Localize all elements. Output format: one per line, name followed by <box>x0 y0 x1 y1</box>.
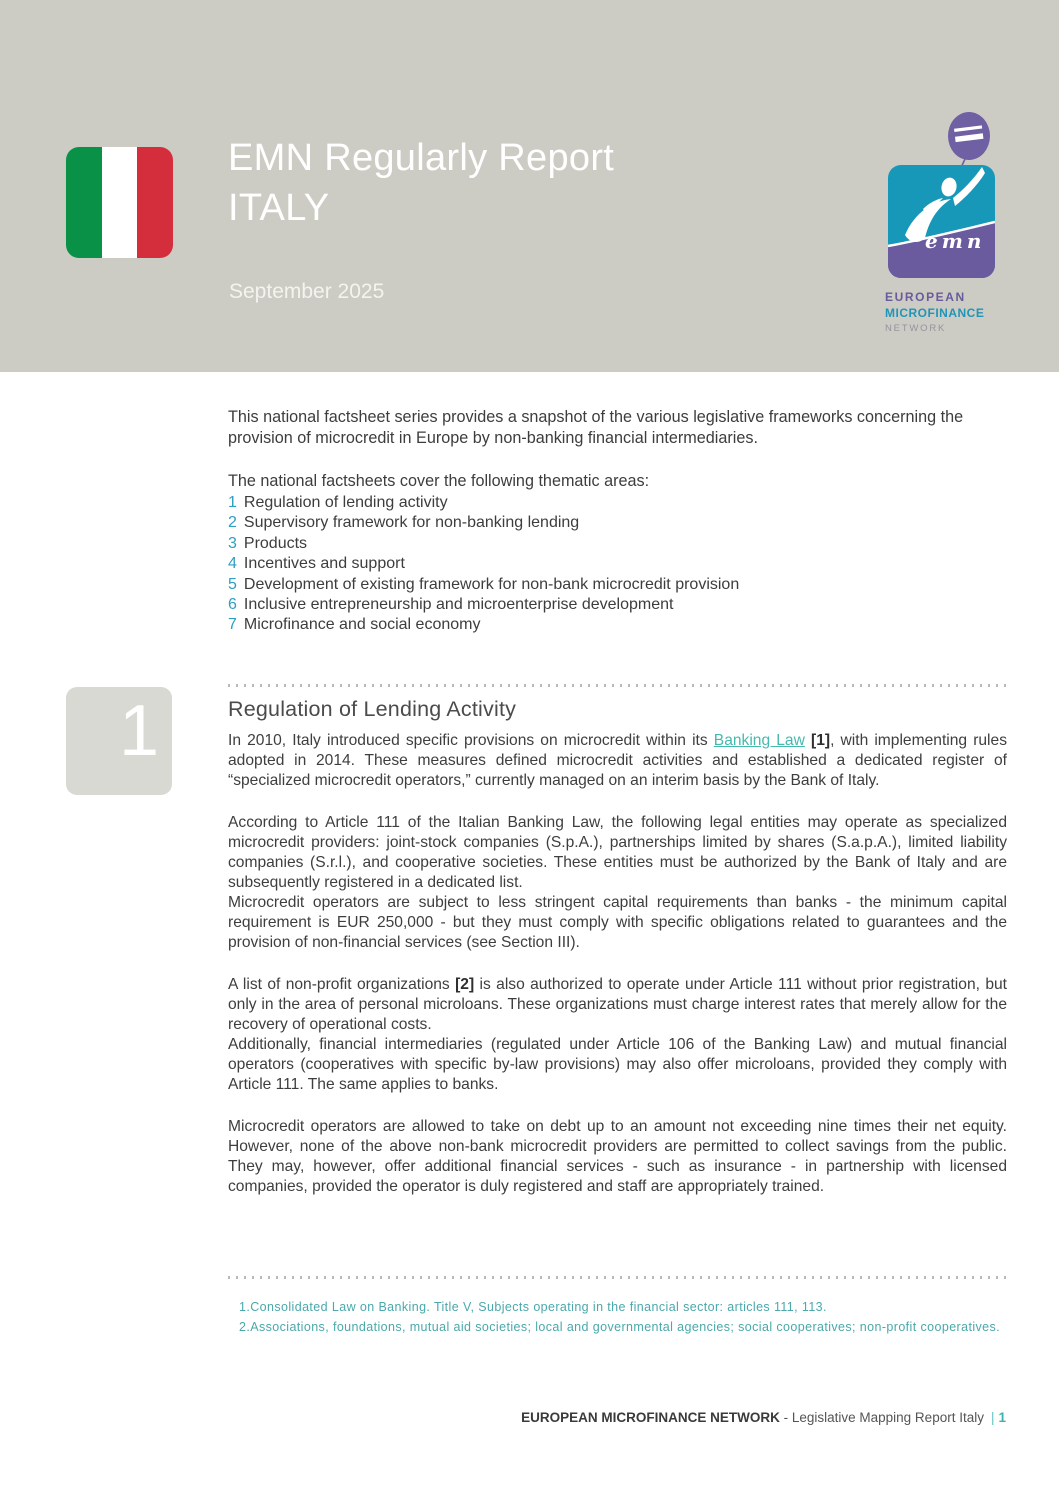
thematic-area-number: 6 <box>228 596 237 614</box>
intro-block <box>228 407 1007 636</box>
page-footer <box>228 1410 1006 1425</box>
report-title-line2: ITALY <box>228 187 330 229</box>
footer-page-number: 1 <box>998 1410 1006 1425</box>
section-body <box>228 731 1007 1197</box>
thematic-area-item <box>228 595 1007 615</box>
footer-separator: | <box>990 1410 995 1425</box>
logo-text-network: NETWORK <box>885 323 947 334</box>
thematic-area-number: 7 <box>228 616 237 634</box>
footer-report-name: - Legislative Mapping Report Italy <box>779 1410 984 1425</box>
thematic-area-label: Regulation of lending activity <box>243 494 448 511</box>
thematic-area-item <box>228 615 1007 635</box>
body-paragraph <box>228 893 1007 953</box>
text-segment: Microcredit operators are subject to less stringent capital requirements than banks - the minimum capital requirement is EUR 250,000 - but they must comply with specific obligations related to guarantees and the provision of non-financial services (see Section III). <box>228 894 1007 951</box>
body-paragraph <box>228 731 1007 791</box>
thematic-area-label: Microfinance and social economy <box>243 616 481 634</box>
thematic-area-number: 5 <box>228 575 237 593</box>
emn-logo <box>885 110 1005 334</box>
thematic-area-item <box>228 513 1007 533</box>
thematic-area-item <box>228 575 1007 595</box>
text-segment: Additionally, financial intermediaries (regulated under Article 106 of the Banking Law) and mutual financial operators (cooperatives with specific by-law provisions) may also offer microloans, provided they comply with Article 111. The same applies to banks. <box>228 1036 1007 1093</box>
thematic-areas-list <box>228 493 1007 636</box>
thematic-areas-intro: The national factsheets cover the following thematic areas: <box>228 472 650 490</box>
text-segment: , with implementing rules adopted in 2014. These measures defined microcredit activities and established a dedicated register of “specialized microcredit operators,” currently managed on an interim basis by the Bank of Italy. <box>228 732 1007 789</box>
thematic-area-label: Development of existing framework for non-bank microcredit provision <box>243 575 740 593</box>
thematic-area-label: Incentives and support <box>243 555 405 573</box>
report-date: September 2025 <box>229 280 385 303</box>
flag-red-stripe <box>137 147 173 258</box>
thematic-area-label: Inclusive entrepreneurship and microenterprise development <box>243 596 674 614</box>
text-segment: According to Article 111 of the Italian Banking Law, the following legal entities may operate as specialized microcredit providers: joint-stock companies (S.p.A.), partnerships limited by shares (S.a.p.A.), limited liability companies (S.r.l.), and cooperative societies. These entities must be authorized by the Bank of Italy and are subsequently registered in a dedicated list. <box>228 814 1007 891</box>
body-paragraph <box>228 813 1007 893</box>
body-paragraph <box>228 1117 1007 1197</box>
thematic-area-label: Supervisory framework for non-banking lending <box>243 514 580 532</box>
italy-flag-icon <box>66 147 173 258</box>
thematic-area-number: 3 <box>228 534 237 552</box>
report-title <box>228 133 614 233</box>
emn-logo-icon <box>885 110 1000 282</box>
text-segment: In 2010, Italy introduced specific provisions on microcredit within its <box>228 732 714 749</box>
dotted-divider-top <box>228 684 1006 687</box>
dotted-divider-bottom <box>228 1276 1006 1279</box>
thematic-area-item <box>228 493 1007 513</box>
text-segment: A list of non-profit organizations <box>228 976 456 993</box>
section-number-badge <box>66 687 172 795</box>
logo-text-european: EUROPEAN <box>885 290 966 304</box>
footer-org: EUROPEAN MICROFINANCE NETWORK <box>521 1410 780 1425</box>
banking-law-link[interactable]: Banking Law <box>713 732 805 749</box>
section-number: 1 <box>118 691 159 771</box>
thematic-area-number: 1 <box>228 494 237 511</box>
intro-paragraph: This national factsheet series provides a snapshot of the various legislative frameworks concerning the provision of microcredit in Europe by non-banking financial intermediaries. <box>228 408 964 447</box>
text-segment: is also authorized to operate under Article 111 without prior registration, but only in the area of personal microloans. These organizations must charge interest rates that merely allow for the recovery of operational costs. <box>228 976 1007 1033</box>
logo-text-microfinance: MICROFINANCE <box>885 306 985 320</box>
thematic-area-item <box>228 534 1007 554</box>
thematic-area-number: 4 <box>228 555 237 573</box>
emn-script-text: emn <box>925 229 986 253</box>
flag-white-stripe <box>102 147 138 258</box>
footnote-reference: [1] <box>811 732 831 749</box>
footnote-reference: [2] <box>455 976 475 993</box>
thematic-area-number: 2 <box>228 514 237 532</box>
report-title-line1: EMN Regularly Report <box>228 137 615 179</box>
section-heading: Regulation of Lending Activity <box>228 697 517 721</box>
header-band <box>0 0 1059 372</box>
thematic-area-label: Products <box>243 534 308 552</box>
body-paragraph <box>228 975 1007 1035</box>
flag-green-stripe <box>66 147 102 258</box>
footnote: 1.Consolidated Law on Banking. Title V, Subjects operating in the financial sector: articles 111, 113. <box>239 1300 827 1314</box>
text-segment: Microcredit operators are allowed to take on debt up to an amount not exceeding nine times their net equity. However, none of the above non-bank microcredit providers are permitted to collect savings from the public. They may, however, offer additional financial services - such as insurance - in partnership with licensed companies, provided the operator is duly registered and staff are appropriately trained. <box>228 1118 1007 1195</box>
footnotes <box>239 1297 1009 1337</box>
thematic-area-item <box>228 554 1007 574</box>
footnote: 2.Associations, foundations, mutual aid societies; local and governmental agencies; social cooperatives; non-profit cooperatives. <box>239 1320 1001 1334</box>
body-paragraph <box>228 1035 1007 1095</box>
